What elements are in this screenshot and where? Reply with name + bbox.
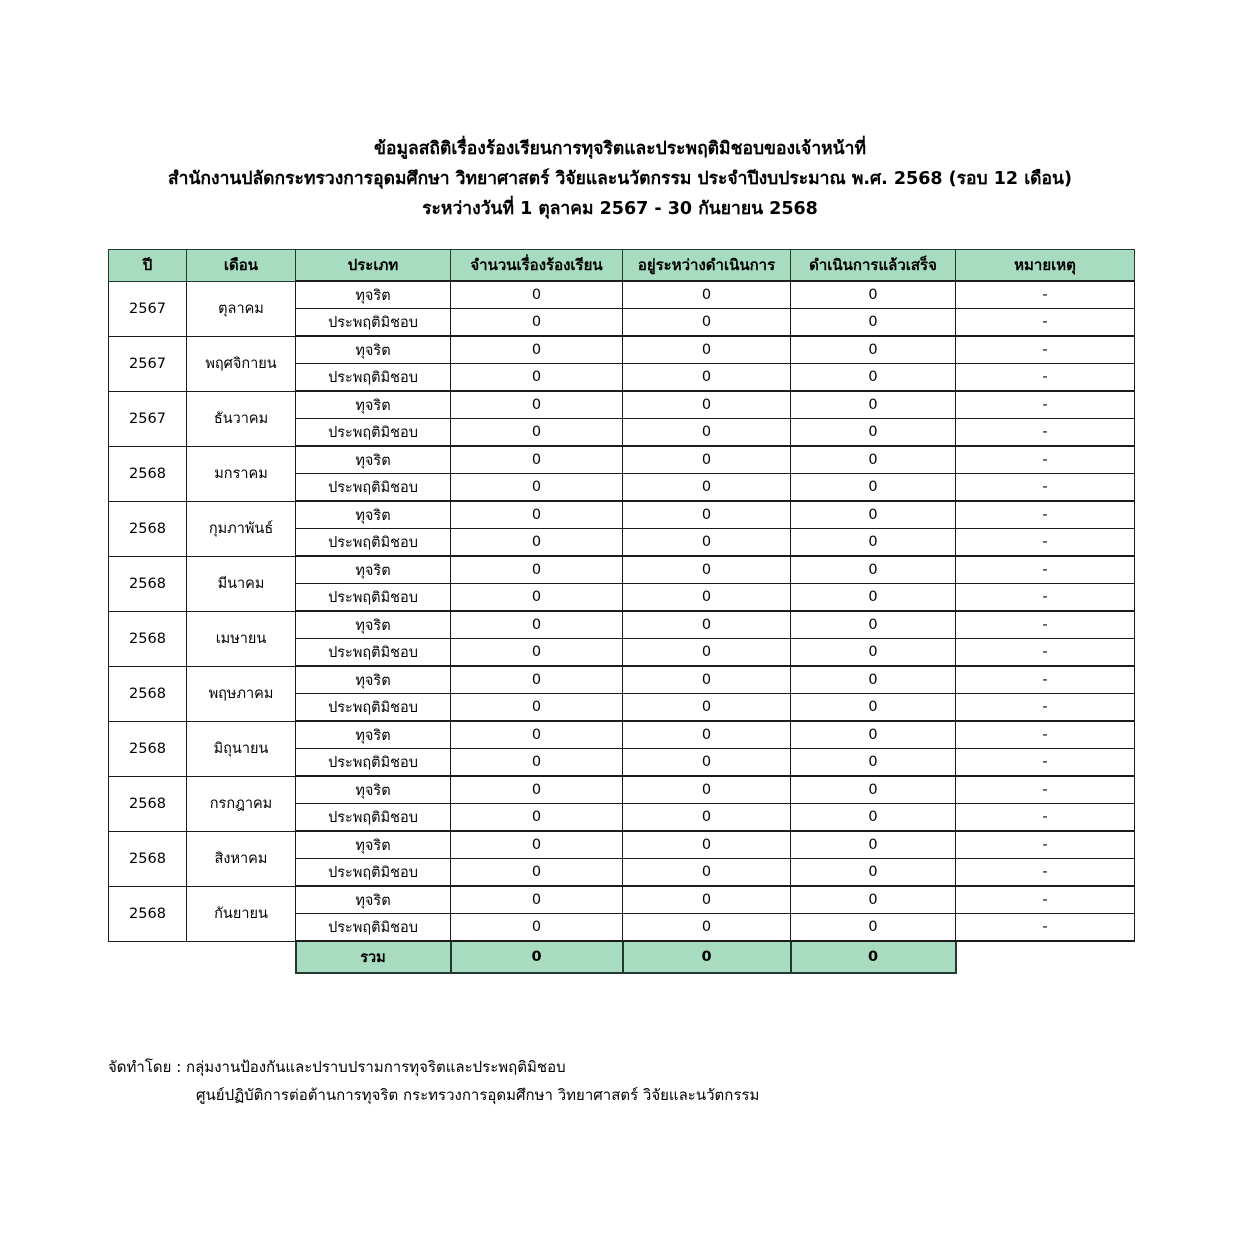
cell-in-progress: 0 [623,804,791,832]
cell-note: - [956,446,1135,474]
cell-completed: 0 [791,694,956,722]
cell-count: 0 [451,721,623,749]
cell-count: 0 [451,694,623,722]
cell-note: - [956,419,1135,447]
table-row [109,281,1135,309]
cell-completed: 0 [791,721,956,749]
cell-note: - [956,364,1135,392]
cell-note: - [956,584,1135,612]
column-header-count: จำนวนเรื่องร้องเรียน [451,250,623,282]
cell-in-progress: 0 [623,694,791,722]
cell-type: ทุจริต [296,281,451,309]
cell-year: 2567 [109,336,187,391]
cell-type: ประพฤติมิชอบ [296,694,451,722]
cell-note: - [956,776,1135,804]
cell-note: - [956,694,1135,722]
cell-in-progress: 0 [623,611,791,639]
cell-type: ทุจริต [296,776,451,804]
cell-count: 0 [451,501,623,529]
cell-count: 0 [451,611,623,639]
column-header-month: เดือน [187,250,296,282]
cell-completed: 0 [791,474,956,502]
cell-completed: 0 [791,749,956,777]
cell-type: ทุจริต [296,666,451,694]
table-row [109,611,1135,639]
cell-type: ประพฤติมิชอบ [296,364,451,392]
cell-month: มกราคม [187,446,296,501]
table-row [109,776,1135,804]
cell-year: 2568 [109,501,187,556]
cell-note: - [956,281,1135,309]
statistics-table [108,249,1135,974]
column-header-note: หมายเหตุ [956,250,1135,282]
cell-type: ประพฤติมิชอบ [296,419,451,447]
total-note [956,941,1135,973]
table-body [109,281,1135,973]
cell-note: - [956,721,1135,749]
cell-month: มีนาคม [187,556,296,611]
cell-in-progress: 0 [623,749,791,777]
cell-in-progress: 0 [623,419,791,447]
cell-completed: 0 [791,309,956,337]
cell-count: 0 [451,309,623,337]
cell-note: - [956,474,1135,502]
cell-note: - [956,914,1135,942]
cell-count: 0 [451,914,623,942]
table-row [109,666,1135,694]
cell-completed: 0 [791,336,956,364]
prepared-by-unit: กลุ่มงานป้องกันและปราบปรามการทุจริตและประพฤติมิชอบ [186,1058,566,1076]
cell-in-progress: 0 [623,886,791,914]
cell-completed: 0 [791,584,956,612]
cell-type: ทุจริต [296,336,451,364]
cell-in-progress: 0 [623,666,791,694]
cell-year: 2568 [109,831,187,886]
cell-month: ตุลาคม [187,281,296,336]
cell-type: ประพฤติมิชอบ [296,309,451,337]
cell-year: 2568 [109,666,187,721]
cell-type: ทุจริต [296,831,451,859]
cell-note: - [956,639,1135,667]
cell-in-progress: 0 [623,776,791,804]
table-row [109,886,1135,914]
cell-count: 0 [451,391,623,419]
cell-completed: 0 [791,639,956,667]
cell-completed: 0 [791,859,956,887]
cell-month: กันยายน [187,886,296,941]
cell-in-progress: 0 [623,309,791,337]
cell-completed: 0 [791,831,956,859]
cell-completed: 0 [791,886,956,914]
cell-completed: 0 [791,804,956,832]
cell-completed: 0 [791,391,956,419]
table-total-row [109,941,1135,973]
cell-year: 2568 [109,446,187,501]
cell-note: - [956,529,1135,557]
cell-completed: 0 [791,666,956,694]
cell-in-progress: 0 [623,336,791,364]
cell-in-progress: 0 [623,446,791,474]
cell-completed: 0 [791,281,956,309]
cell-completed: 0 [791,914,956,942]
cell-month: สิงหาคม [187,831,296,886]
cell-count: 0 [451,749,623,777]
total-in-progress: 0 [623,941,791,973]
cell-month: กุมภาพันธ์ [187,501,296,556]
cell-year: 2568 [109,721,187,776]
cell-count: 0 [451,419,623,447]
cell-type: ประพฤติมิชอบ [296,804,451,832]
cell-type: ประพฤติมิชอบ [296,584,451,612]
page-title-line-3: ระหว่างวันที่ 1 ตุลาคม 2567 - 30 กันยายน 2568 [422,199,818,219]
document-title-block [0,134,1240,224]
cell-type: ทุจริต [296,556,451,584]
cell-in-progress: 0 [623,529,791,557]
cell-note: - [956,831,1135,859]
cell-in-progress: 0 [623,391,791,419]
cell-note: - [956,666,1135,694]
cell-in-progress: 0 [623,831,791,859]
column-header-year: ปี [109,250,187,282]
total-count: 0 [451,941,623,973]
cell-note: - [956,336,1135,364]
cell-type: ทุจริต [296,391,451,419]
cell-note: - [956,391,1135,419]
footer-line-1 [108,1053,1168,1081]
cell-year: 2567 [109,391,187,446]
column-header-completed: ดำเนินการแล้วเสร็จ [791,250,956,282]
cell-completed: 0 [791,529,956,557]
cell-count: 0 [451,336,623,364]
total-blank-month [187,941,296,973]
total-completed: 0 [791,941,956,973]
cell-count: 0 [451,474,623,502]
cell-count: 0 [451,446,623,474]
cell-in-progress: 0 [623,364,791,392]
cell-count: 0 [451,639,623,667]
cell-in-progress: 0 [623,914,791,942]
cell-year: 2568 [109,776,187,831]
cell-type: ทุจริต [296,886,451,914]
cell-completed: 0 [791,501,956,529]
cell-count: 0 [451,281,623,309]
table-header [109,250,1135,282]
cell-note: - [956,556,1135,584]
cell-type: ประพฤติมิชอบ [296,474,451,502]
cell-completed: 0 [791,446,956,474]
cell-in-progress: 0 [623,584,791,612]
footer-block [108,1053,1168,1109]
page-title-line-1: ข้อมูลสถิติเรื่องร้องเรียนการทุจริตและประพฤติมิชอบของเจ้าหน้าที่ [373,139,867,159]
total-label: รวม [296,941,451,973]
cell-count: 0 [451,364,623,392]
prepared-by-label: จัดทำโดย : [108,1058,182,1076]
cell-type: ประพฤติมิชอบ [296,639,451,667]
cell-year: 2567 [109,281,187,336]
cell-count: 0 [451,666,623,694]
cell-type: ทุจริต [296,501,451,529]
cell-type: ประพฤติมิชอบ [296,529,451,557]
cell-type: ทุจริต [296,721,451,749]
column-header-type: ประเภท [296,250,451,282]
footer-line-2: ศูนย์ปฏิบัติการต่อต้านการทุจริต กระทรวงการอุดมศึกษา วิทยาศาสตร์ วิจัยและนวัตกรรม [196,1086,760,1104]
cell-type: ประพฤติมิชอบ [296,859,451,887]
cell-count: 0 [451,859,623,887]
cell-count: 0 [451,584,623,612]
cell-type: ทุจริต [296,446,451,474]
table-row [109,721,1135,749]
cell-count: 0 [451,831,623,859]
cell-completed: 0 [791,611,956,639]
cell-note: - [956,309,1135,337]
cell-count: 0 [451,804,623,832]
cell-type: ประพฤติมิชอบ [296,914,451,942]
cell-in-progress: 0 [623,721,791,749]
cell-month: พฤษภาคม [187,666,296,721]
cell-year: 2568 [109,886,187,941]
cell-completed: 0 [791,364,956,392]
table-row [109,391,1135,419]
cell-in-progress: 0 [623,474,791,502]
cell-month: ธันวาคม [187,391,296,446]
cell-note: - [956,501,1135,529]
cell-completed: 0 [791,776,956,804]
cell-completed: 0 [791,556,956,584]
cell-completed: 0 [791,419,956,447]
cell-month: มิถุนายน [187,721,296,776]
cell-note: - [956,611,1135,639]
total-blank-year [109,941,187,973]
cell-note: - [956,749,1135,777]
cell-month: กรกฎาคม [187,776,296,831]
cell-count: 0 [451,529,623,557]
cell-month: พฤศจิกายน [187,336,296,391]
table-row [109,831,1135,859]
page-title-line-2: สำนักงานปลัดกระทรวงการอุดมศึกษา วิทยาศาสตร์ วิจัยและนวัตกรรม ประจำปีงบประมาณ พ.ศ. 2568 (รอบ 12 เดือน) [167,169,1073,189]
cell-in-progress: 0 [623,501,791,529]
cell-month: เมษายน [187,611,296,666]
cell-in-progress: 0 [623,859,791,887]
cell-in-progress: 0 [623,556,791,584]
cell-count: 0 [451,556,623,584]
table-row [109,446,1135,474]
cell-note: - [956,859,1135,887]
table-row [109,336,1135,364]
cell-type: ประพฤติมิชอบ [296,749,451,777]
cell-note: - [956,804,1135,832]
column-header-in-progress: อยู่ระหว่างดำเนินการ [623,250,791,282]
cell-year: 2568 [109,611,187,666]
table-row [109,501,1135,529]
cell-count: 0 [451,886,623,914]
cell-type: ทุจริต [296,611,451,639]
cell-in-progress: 0 [623,639,791,667]
statistics-table-wrapper [108,249,1134,974]
cell-in-progress: 0 [623,281,791,309]
cell-count: 0 [451,776,623,804]
table-header-row [109,250,1135,282]
cell-year: 2568 [109,556,187,611]
table-row [109,556,1135,584]
cell-note: - [956,886,1135,914]
